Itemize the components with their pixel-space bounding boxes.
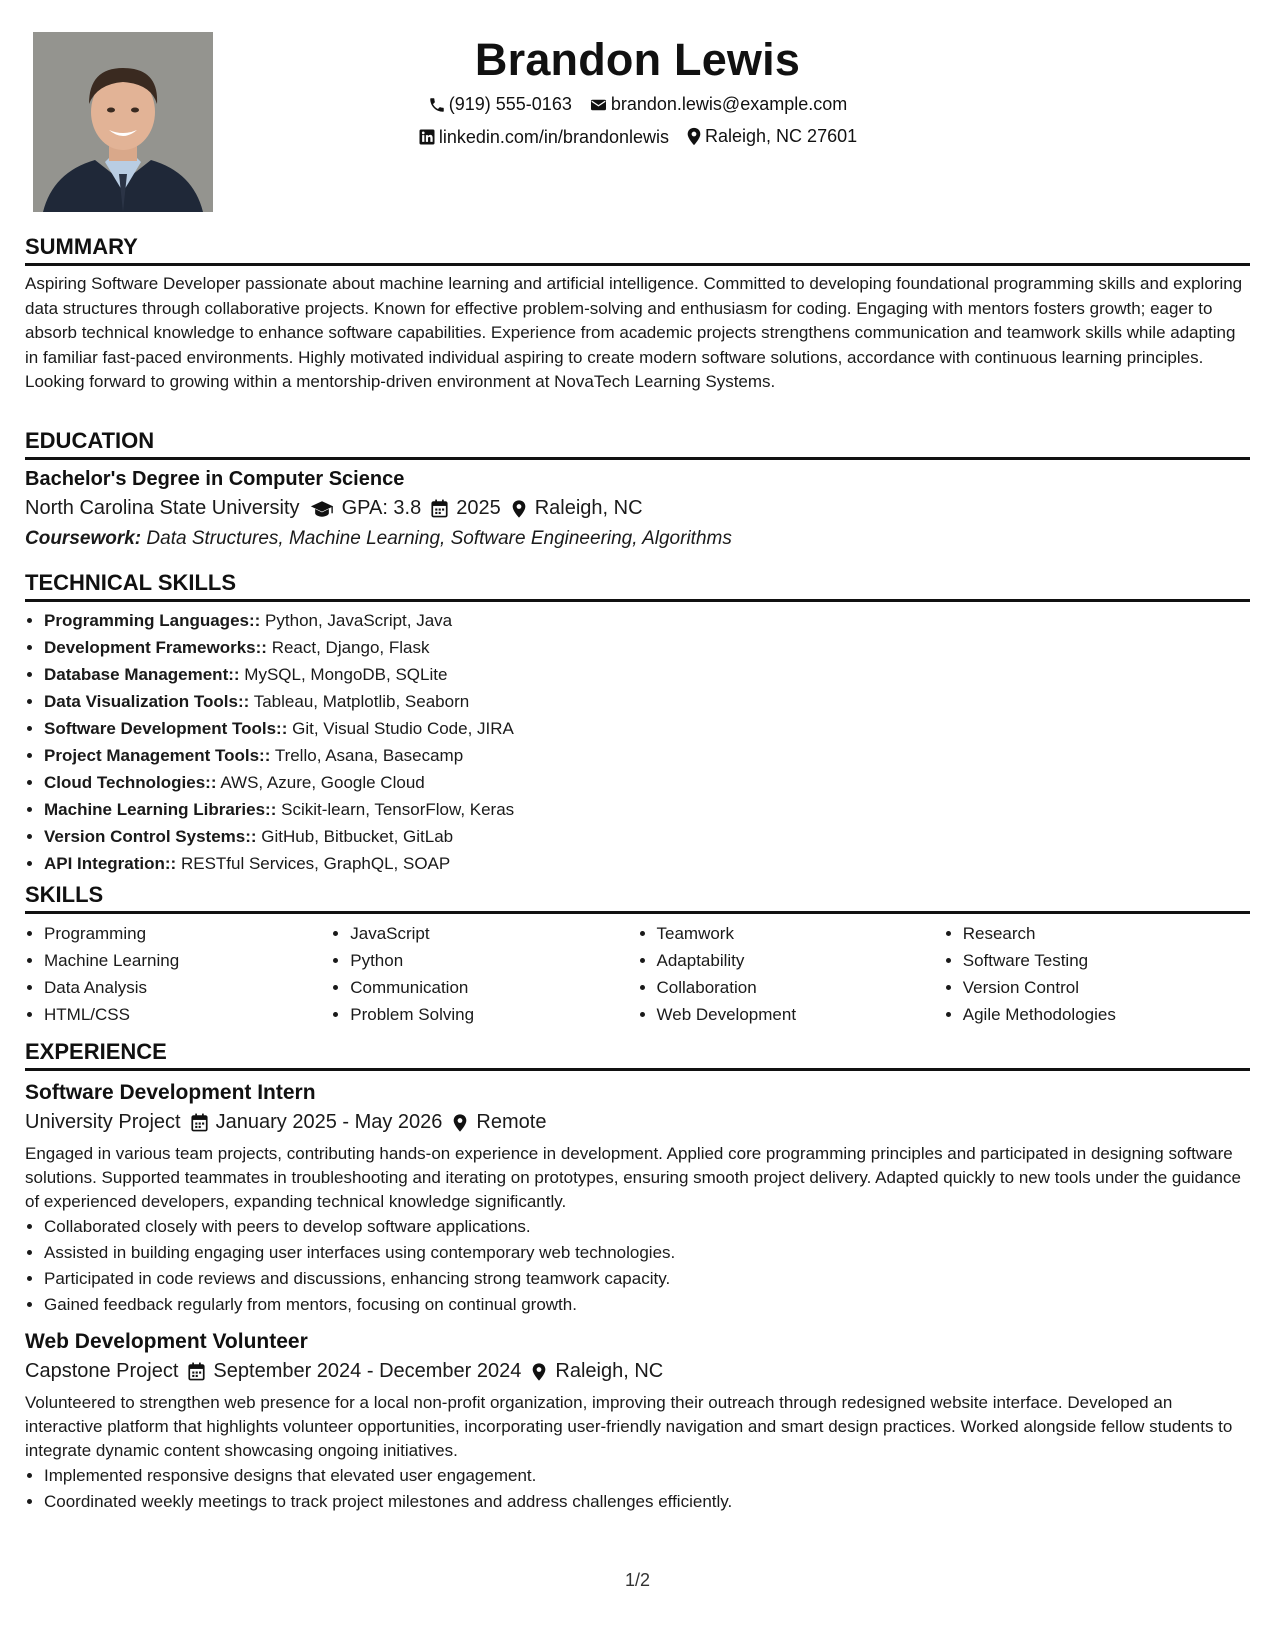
skills-column bbox=[638, 920, 944, 1028]
list-item bbox=[44, 661, 1250, 688]
contact-row-2 bbox=[25, 126, 1250, 151]
linkedin-contact bbox=[418, 127, 669, 148]
map-pin-icon bbox=[531, 1362, 547, 1382]
skill-values: Git, Visual Studio Code, JIRA bbox=[292, 719, 514, 738]
skill-category: Database Management:: bbox=[44, 665, 240, 684]
list-item: • Collaboration bbox=[657, 974, 944, 1001]
graduation-cap-icon bbox=[310, 499, 334, 519]
job-title: Software Development Intern bbox=[25, 1081, 316, 1104]
skill-values: Python, JavaScript, Java bbox=[265, 611, 453, 630]
calendar-icon bbox=[431, 499, 448, 518]
envelope-icon bbox=[589, 96, 608, 114]
email-contact bbox=[589, 94, 847, 115]
list-item: • JavaScript bbox=[350, 920, 637, 947]
education-location: Raleigh, NC bbox=[534, 497, 643, 519]
degree-name: Bachelor's Degree in Computer Science bbox=[25, 468, 405, 490]
job-org: Capstone Project bbox=[25, 1360, 179, 1382]
experience-title: EXPERIENCE bbox=[25, 1039, 1250, 1071]
skill-category: Cloud Technologies:: bbox=[44, 773, 217, 792]
job-meta bbox=[25, 1111, 1250, 1134]
summary-text: Aspiring Software Developer passionate about machine learning and artificial intelligence. Committed to developing foundational programming skills and exploring data structures through collaborative projects. Known for effective problem-solving and enthusiasm for coding. Engaging with mentors fosters growth; eager to absorb technical knowledge to enhance software capabilities. Experience from academic projects strengthens communication and teamwork skills while adapting in familiar fast-paced environments. Highly motivated individual aspiring to create modern software solutions, accordance with continuous learning principles. Looking forward to growing within a mentorship-driven environment at NovaTech Learning Systems. bbox=[25, 274, 1243, 391]
list-item: • HTML/CSS bbox=[44, 1001, 331, 1028]
list-item: • Participated in code reviews and discussions, enhancing strong teamwork capacity. bbox=[44, 1266, 1250, 1292]
job-location: Remote bbox=[476, 1111, 547, 1133]
map-pin-icon bbox=[686, 127, 702, 146]
skill-category: Programming Languages:: bbox=[44, 611, 261, 630]
list-item: • Coordinated weekly meetings to track project milestones and address challenges efficiently. bbox=[44, 1489, 1250, 1515]
list-item: • Web Development bbox=[657, 1001, 944, 1028]
list-item bbox=[44, 634, 1250, 661]
list-item: • Collaborated closely with peers to develop software applications. bbox=[44, 1214, 1250, 1240]
linkedin-text: linkedin.com/in/brandonlewis bbox=[438, 126, 669, 147]
phone-contact bbox=[428, 94, 572, 115]
calendar-icon bbox=[191, 1113, 208, 1132]
job-meta bbox=[25, 1360, 1250, 1383]
list-item bbox=[44, 769, 1250, 796]
gpa-text: GPA: 3.8 bbox=[341, 497, 422, 519]
skill-category: Data Visualization Tools:: bbox=[44, 692, 250, 711]
phone-text: (919) 555-0163 bbox=[448, 94, 572, 114]
coursework-list: Data Structures, Machine Learning, Software Engineering, Algorithms bbox=[146, 528, 732, 549]
job-bullets bbox=[25, 1463, 1250, 1515]
list-item: • Programming bbox=[44, 920, 331, 947]
email-text: brandon.lewis@example.com bbox=[610, 94, 848, 114]
resume-header bbox=[25, 0, 1250, 235]
list-item bbox=[44, 715, 1250, 742]
school-name: North Carolina State University bbox=[25, 497, 300, 519]
education-title: EDUCATION bbox=[25, 428, 1250, 460]
education-meta bbox=[25, 497, 1250, 520]
job-location: Raleigh, NC bbox=[555, 1360, 664, 1382]
location-text: Raleigh, NC 27601 bbox=[705, 126, 858, 146]
list-item: • Assisted in building engaging user interfaces using contemporary web technologies. bbox=[44, 1240, 1250, 1266]
linkedin-icon bbox=[418, 128, 436, 146]
list-item bbox=[44, 823, 1250, 850]
list-item bbox=[44, 796, 1250, 823]
skill-values: GitHub, Bitbucket, GitLab bbox=[261, 827, 454, 846]
contact-row-1 bbox=[25, 94, 1250, 119]
skill-values: Tableau, Matplotlib, Seaborn bbox=[253, 692, 470, 711]
skill-category: Machine Learning Libraries:: bbox=[44, 800, 277, 819]
list-item: • Research bbox=[963, 920, 1250, 947]
skill-values: MySQL, MongoDB, SQLite bbox=[244, 665, 448, 684]
map-pin-icon bbox=[452, 1113, 468, 1133]
list-item: • Software Testing bbox=[963, 947, 1250, 974]
job-entry bbox=[25, 1081, 1250, 1318]
experience-section bbox=[25, 1039, 1250, 1515]
list-item bbox=[44, 850, 1250, 877]
education-section bbox=[25, 428, 1250, 550]
skill-category: Project Management Tools:: bbox=[44, 746, 271, 765]
job-dates: January 2025 - May 2026 bbox=[215, 1111, 443, 1133]
skill-category: API Integration:: bbox=[44, 854, 177, 873]
skill-values: Trello, Asana, Basecamp bbox=[274, 746, 464, 765]
list-item bbox=[44, 742, 1250, 769]
skill-category: Version Control Systems:: bbox=[44, 827, 257, 846]
location-contact bbox=[686, 126, 857, 147]
skills-column bbox=[944, 920, 1250, 1028]
skill-values: RESTful Services, GraphQL, SOAP bbox=[180, 854, 451, 873]
list-item bbox=[44, 607, 1250, 634]
job-entry bbox=[25, 1330, 1250, 1515]
skills-column bbox=[25, 920, 331, 1028]
job-org: University Project bbox=[25, 1111, 181, 1133]
list-item: • Machine Learning bbox=[44, 947, 331, 974]
candidate-name: Brandon Lewis bbox=[474, 34, 801, 85]
skills-title: SKILLS bbox=[25, 882, 1250, 914]
summary-section bbox=[25, 234, 1250, 395]
job-description: Engaged in various team projects, contributing hands-on experience in development. Applied core programming principles and participated in designing software solutions. Supported teammates in troubleshooting and iterating on prototypes, ensuring smooth project delivery. Adapted quickly to new tools under the guidance of experienced developers, expanding technical knowledge significantly. bbox=[25, 1144, 1241, 1211]
job-bullets bbox=[25, 1214, 1250, 1318]
list-item: • Agile Methodologies bbox=[963, 1001, 1250, 1028]
skill-values: React, Django, Flask bbox=[271, 638, 430, 657]
skill-values: AWS, Azure, Google Cloud bbox=[220, 773, 425, 792]
graduation-year: 2025 bbox=[456, 497, 501, 519]
calendar-icon bbox=[188, 1362, 205, 1381]
coursework-line bbox=[25, 528, 1250, 550]
list-item: • Version Control bbox=[963, 974, 1250, 1001]
summary-title: SUMMARY bbox=[25, 234, 1250, 266]
list-item: • Python bbox=[350, 947, 637, 974]
map-pin-icon bbox=[511, 499, 527, 519]
list-item: • Problem Solving bbox=[350, 1001, 637, 1028]
resume-page bbox=[25, 0, 1250, 1650]
skills-section bbox=[25, 882, 1250, 1028]
list-item: • Data Analysis bbox=[44, 974, 331, 1001]
skill-category: Development Frameworks:: bbox=[44, 638, 267, 657]
list-item bbox=[44, 688, 1250, 715]
list-item: • Adaptability bbox=[657, 947, 944, 974]
list-item: • Teamwork bbox=[657, 920, 944, 947]
list-item: • Gained feedback regularly from mentors, focusing on continual growth. bbox=[44, 1292, 1250, 1318]
skills-column bbox=[331, 920, 637, 1028]
technical-skills-list bbox=[25, 607, 1250, 877]
skills-grid bbox=[25, 920, 1250, 1028]
list-item: • Communication bbox=[350, 974, 637, 1001]
list-item: • Implemented responsive designs that elevated user engagement. bbox=[44, 1463, 1250, 1489]
skill-values: Scikit-learn, TensorFlow, Keras bbox=[281, 800, 515, 819]
job-description: Volunteered to strengthen web presence for a local non-profit organization, improving their outreach through redesigned website interface. Developed an interactive platform that highlights volunteer opportunities, incorporating user-friendly navigation and smart design practices. Worked alongside fellow students to integrate dynamic content showcasing ongoing initiatives. bbox=[25, 1393, 1233, 1460]
job-title: Web Development Volunteer bbox=[25, 1330, 308, 1353]
technical-skills-title: TECHNICAL SKILLS bbox=[25, 570, 1250, 602]
technical-skills-section bbox=[25, 570, 1250, 877]
skill-category: Software Development Tools:: bbox=[44, 719, 288, 738]
page-number: 1/2 bbox=[624, 1570, 651, 1590]
phone-icon bbox=[428, 96, 446, 114]
coursework-label: Coursework: bbox=[25, 528, 142, 549]
job-dates: September 2024 - December 2024 bbox=[213, 1360, 522, 1382]
